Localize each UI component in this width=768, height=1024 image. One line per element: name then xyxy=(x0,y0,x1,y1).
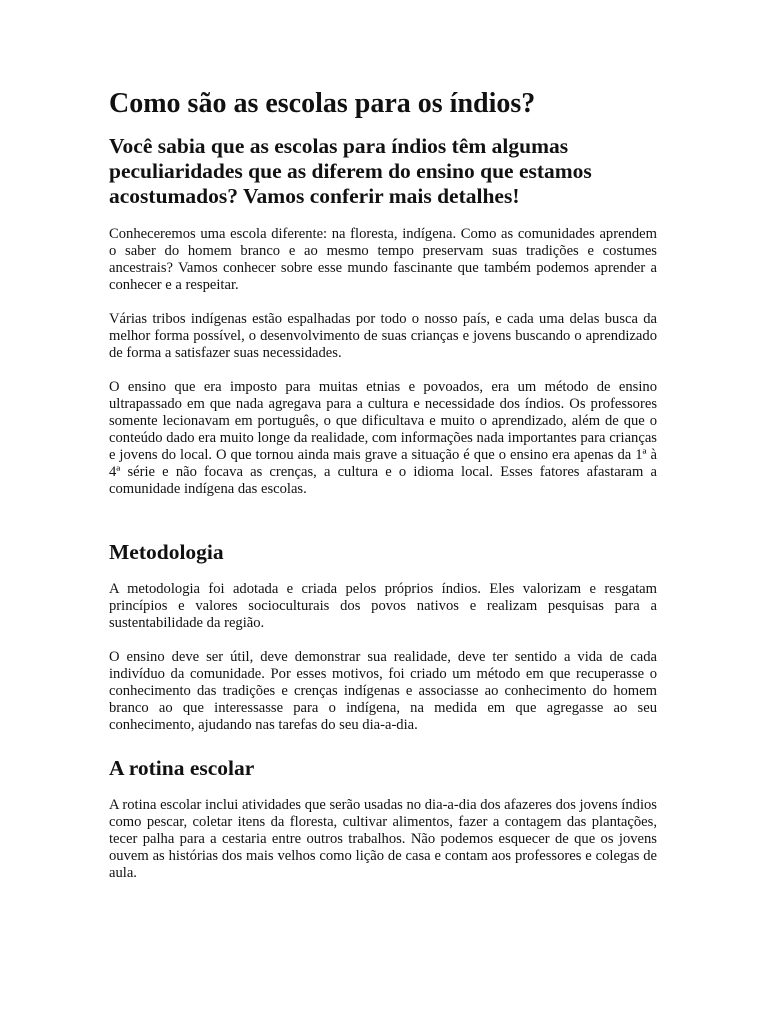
section-spacer xyxy=(109,515,657,538)
section-heading-metodologia: Metodologia xyxy=(109,540,224,564)
section-heading-rotina-escolar: A rotina escolar xyxy=(109,756,255,780)
rotina-paragraph-1: A rotina escolar inclui atividades que serão usadas no dia-a-dia dos afazeres dos jovens índios como pescar, coletar itens da floresta, cultivar alimentos, fazer a contagem das plantações, tecer palha para a cestaria entre outros trabalhos. Não podemos esquecer de que os jovens ouvem as histórias dos mais velhos como lição de casa e contam aos professores e colegas de aula. xyxy=(109,797,657,881)
metodologia-paragraph-1: A metodologia foi adotada e criada pelos próprios índios. Eles valorizam e resgatam princípios e valores socioculturais dos povos nativos e realizam pesquisas para a sustentabilidade da região. xyxy=(109,581,657,631)
metodologia-paragraph-2: O ensino deve ser útil, deve demonstrar sua realidade, deve ter sentido a vida de cada indivíduo da comunidade. Por esses motivos, foi criado um método em que recuperasse o conhecimento das tradições e crenças indígenas e associasse ao conhecimento do homem branco ao que interessasse para o indígena, na medida em que agregasse ao seu conhecimento, ajudando nas tarefas do seu dia-a-dia. xyxy=(109,649,657,733)
page-title: Como são as escolas para os índios? xyxy=(109,88,536,119)
intro-paragraph-2: Várias tribos indígenas estão espalhadas por todo o nosso país, e cada uma delas busca da melhor forma possível, o desenvolvimento de suas crianças e jovens buscando o aprendizado de forma a satisfazer suas necessidades. xyxy=(109,311,657,361)
intro-paragraph-1: Conheceremos uma escola diferente: na floresta, indígena. Como as comunidades aprendem o saber do homem branco e ao mesmo tempo preservam suas tradições e costumes ancestrais? Vamos conhecer sobre esse mundo fascinante que também podemos aprender a conhecer e a respeitar. xyxy=(109,226,657,293)
page-subtitle: Você sabia que as escolas para índios têm algumas peculiaridades que as diferem do ensino que estamos acostumados? Vamos conferir mais detalhes! xyxy=(109,134,592,208)
intro-paragraph-3: O ensino que era imposto para muitas etnias e povoados, era um método de ensino ultrapassado em que nada agregava para a cultura e necessidade dos índios. Os professores somente lecionavam em português, o que dificultava e muito o aprendizado, além de que o conteúdo dado era muito longe da realidade, com informações nada importantes para crianças e jovens do local. O que tornou ainda mais grave a situação é que o ensino era apenas da 1ª à 4ª série e não focava as crenças, a cultura e o idioma local. Esses fatores afastaram a comunidade indígena das escolas. xyxy=(109,379,657,497)
document-page xyxy=(109,86,657,899)
